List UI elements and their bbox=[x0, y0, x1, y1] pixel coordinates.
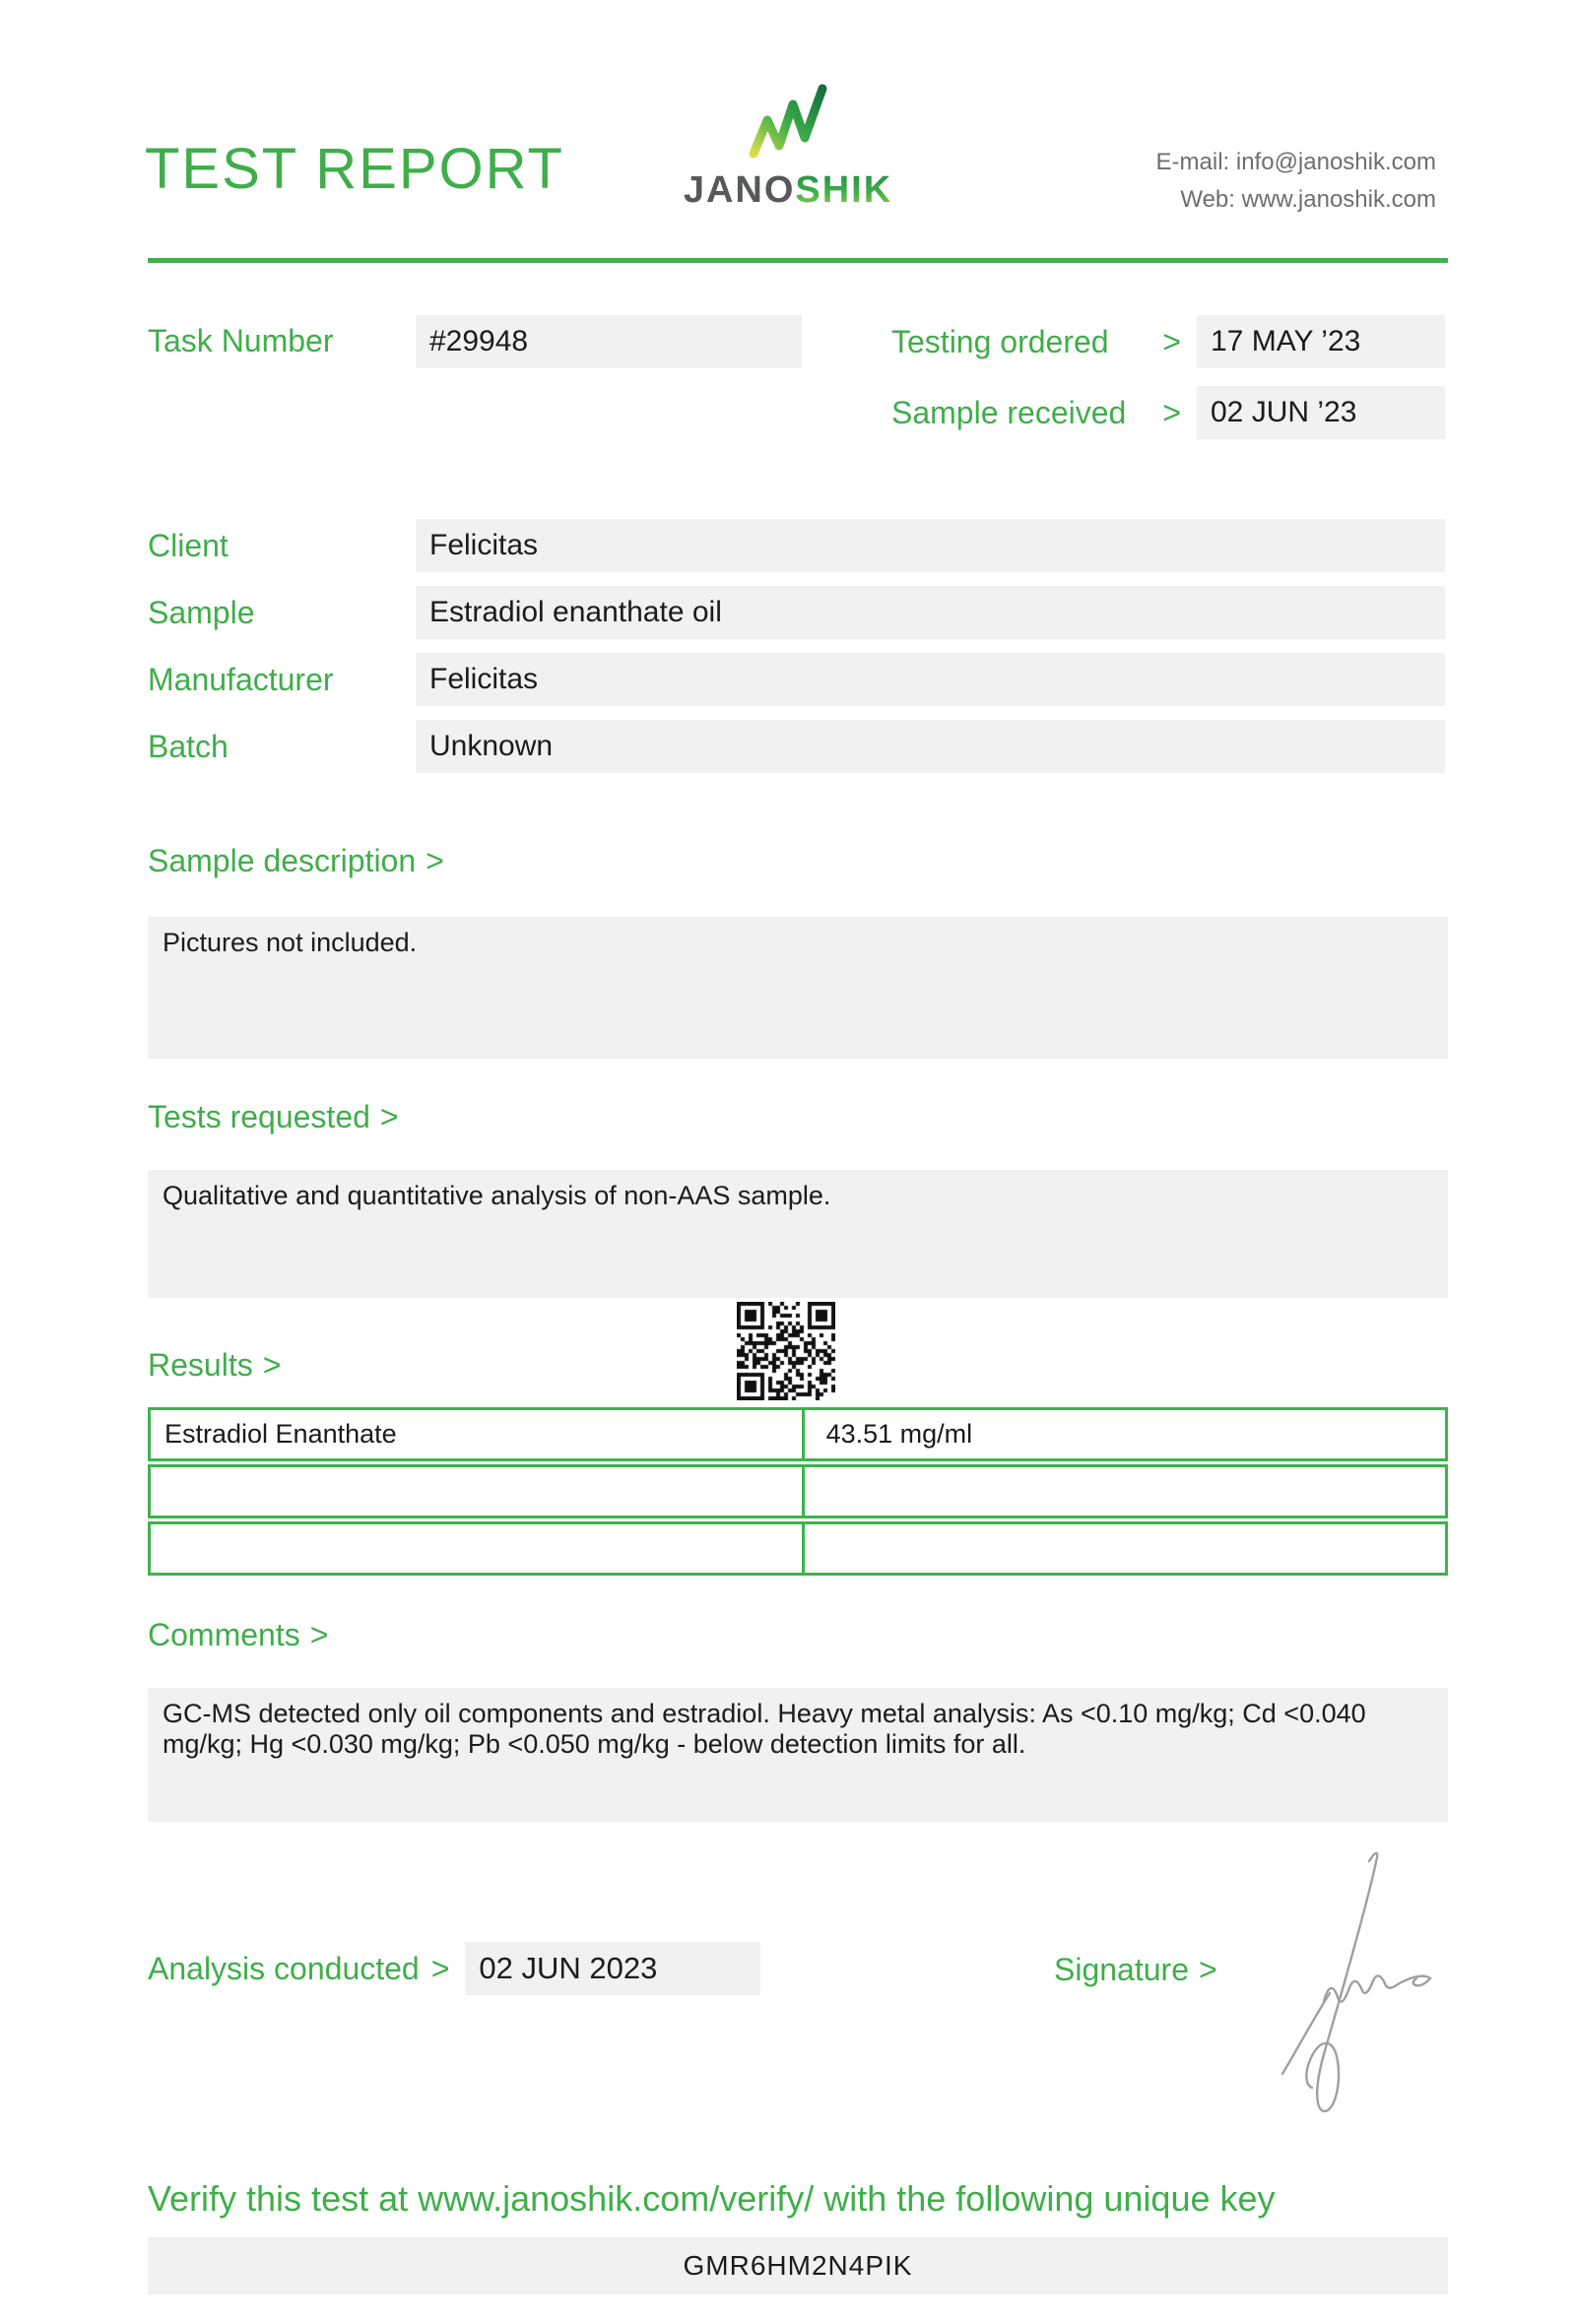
results-heading bbox=[148, 1347, 281, 1384]
client-value: Felicitas bbox=[416, 519, 1445, 572]
sample-row bbox=[148, 586, 1445, 639]
tests-requested-heading bbox=[148, 1099, 399, 1135]
batch-row bbox=[148, 720, 1445, 773]
tests-requested-heading-text: Tests requested bbox=[148, 1099, 370, 1134]
tests-requested-box bbox=[148, 1170, 1448, 1298]
analyte-cell: Estradiol Enanthate bbox=[151, 1410, 805, 1458]
logo-shik: SHIK bbox=[795, 169, 893, 211]
chevron-right-icon: > bbox=[426, 843, 444, 878]
table-row bbox=[148, 1521, 1448, 1576]
qr-code-image bbox=[737, 1302, 835, 1400]
tests-requested-text: Qualitative and quantitative analysis of non-AAS sample. bbox=[163, 1181, 831, 1210]
batch-label: Batch bbox=[148, 728, 229, 764]
value-cell: 43.51 mg/ml bbox=[825, 1419, 973, 1449]
task-number-label: Task Number bbox=[148, 323, 334, 358]
manufacturer-row bbox=[148, 653, 1445, 706]
trend-chart-icon bbox=[746, 83, 830, 161]
sample-description-heading-text: Sample description bbox=[148, 843, 417, 878]
chevron-right-icon: > bbox=[262, 1347, 282, 1383]
chevron-right-icon: > bbox=[1162, 394, 1181, 430]
sample-received-row bbox=[891, 386, 1445, 439]
signature-label bbox=[1054, 1952, 1217, 1988]
signature-label-text: Signature bbox=[1054, 1952, 1189, 1987]
sample-description-box bbox=[148, 917, 1448, 1059]
value-cell bbox=[805, 1524, 1445, 1573]
verify-instruction: Verify this test at www.janoshik.com/verify/ with the following unique key bbox=[148, 2178, 1276, 2219]
client-row bbox=[148, 519, 1445, 572]
page-title: TEST REPORT bbox=[145, 137, 564, 201]
analyte-cell bbox=[151, 1467, 805, 1516]
manufacturer-label: Manufacturer bbox=[148, 661, 334, 697]
chevron-right-icon: > bbox=[430, 1950, 450, 1986]
janoshik-logo bbox=[680, 83, 896, 212]
analyte-cell bbox=[151, 1524, 805, 1573]
comments-text: GC-MS detected only oil components and estradiol. Heavy metal analysis: As <0.10 mg/kg; Cd <0.040 mg/kg; Hg <0.030 mg/kg; Pb <0.050 mg/kg - below detection limits for all. bbox=[163, 1699, 1366, 1759]
batch-value: Unknown bbox=[416, 720, 1445, 773]
analysis-conducted-label: Analysis conducted bbox=[148, 1950, 420, 1986]
sample-received-date: 02 JUN ’23 bbox=[1197, 386, 1445, 439]
testing-ordered-label: Testing ordered bbox=[891, 323, 1109, 359]
signature-scribble bbox=[1259, 1845, 1446, 2141]
comments-box bbox=[148, 1688, 1448, 1822]
results-table bbox=[148, 1407, 1448, 1579]
chevron-right-icon: > bbox=[309, 1617, 329, 1652]
chevron-right-icon: > bbox=[379, 1099, 399, 1134]
sample-description-heading bbox=[148, 843, 444, 879]
logo-wordmark bbox=[680, 169, 896, 212]
email-line: E-mail: info@janoshik.com bbox=[1155, 149, 1436, 175]
table-row bbox=[148, 1407, 1448, 1461]
sample-received-label: Sample received bbox=[891, 394, 1127, 430]
contact-info bbox=[1156, 144, 1436, 219]
sample-value: Estradiol enanthate oil bbox=[416, 586, 1445, 639]
testing-ordered-row bbox=[891, 315, 1445, 368]
results-heading-text: Results bbox=[148, 1347, 253, 1383]
testing-ordered-date: 17 MAY ’23 bbox=[1197, 315, 1445, 368]
web-line: Web: www.janoshik.com bbox=[1180, 186, 1436, 213]
comments-heading-text: Comments bbox=[148, 1617, 300, 1652]
table-row bbox=[148, 1464, 1448, 1518]
header-divider bbox=[148, 258, 1448, 263]
unique-key-value: GMR6HM2N4PIK bbox=[683, 2250, 913, 2281]
chevron-right-icon: > bbox=[1198, 1952, 1217, 1987]
sample-description-text: Pictures not included. bbox=[163, 928, 418, 957]
manufacturer-value: Felicitas bbox=[416, 653, 1445, 706]
sample-label: Sample bbox=[148, 594, 255, 630]
analysis-date: 02 JUN 2023 bbox=[465, 1942, 760, 1995]
analysis-conducted-row bbox=[148, 1942, 760, 1995]
client-label: Client bbox=[148, 527, 229, 563]
chevron-right-icon: > bbox=[1162, 323, 1181, 359]
task-number-value: #29948 bbox=[416, 315, 802, 368]
logo-jano: JANO bbox=[683, 169, 796, 211]
value-cell bbox=[805, 1467, 1445, 1516]
unique-key-box bbox=[148, 2237, 1448, 2294]
comments-heading bbox=[148, 1617, 328, 1653]
